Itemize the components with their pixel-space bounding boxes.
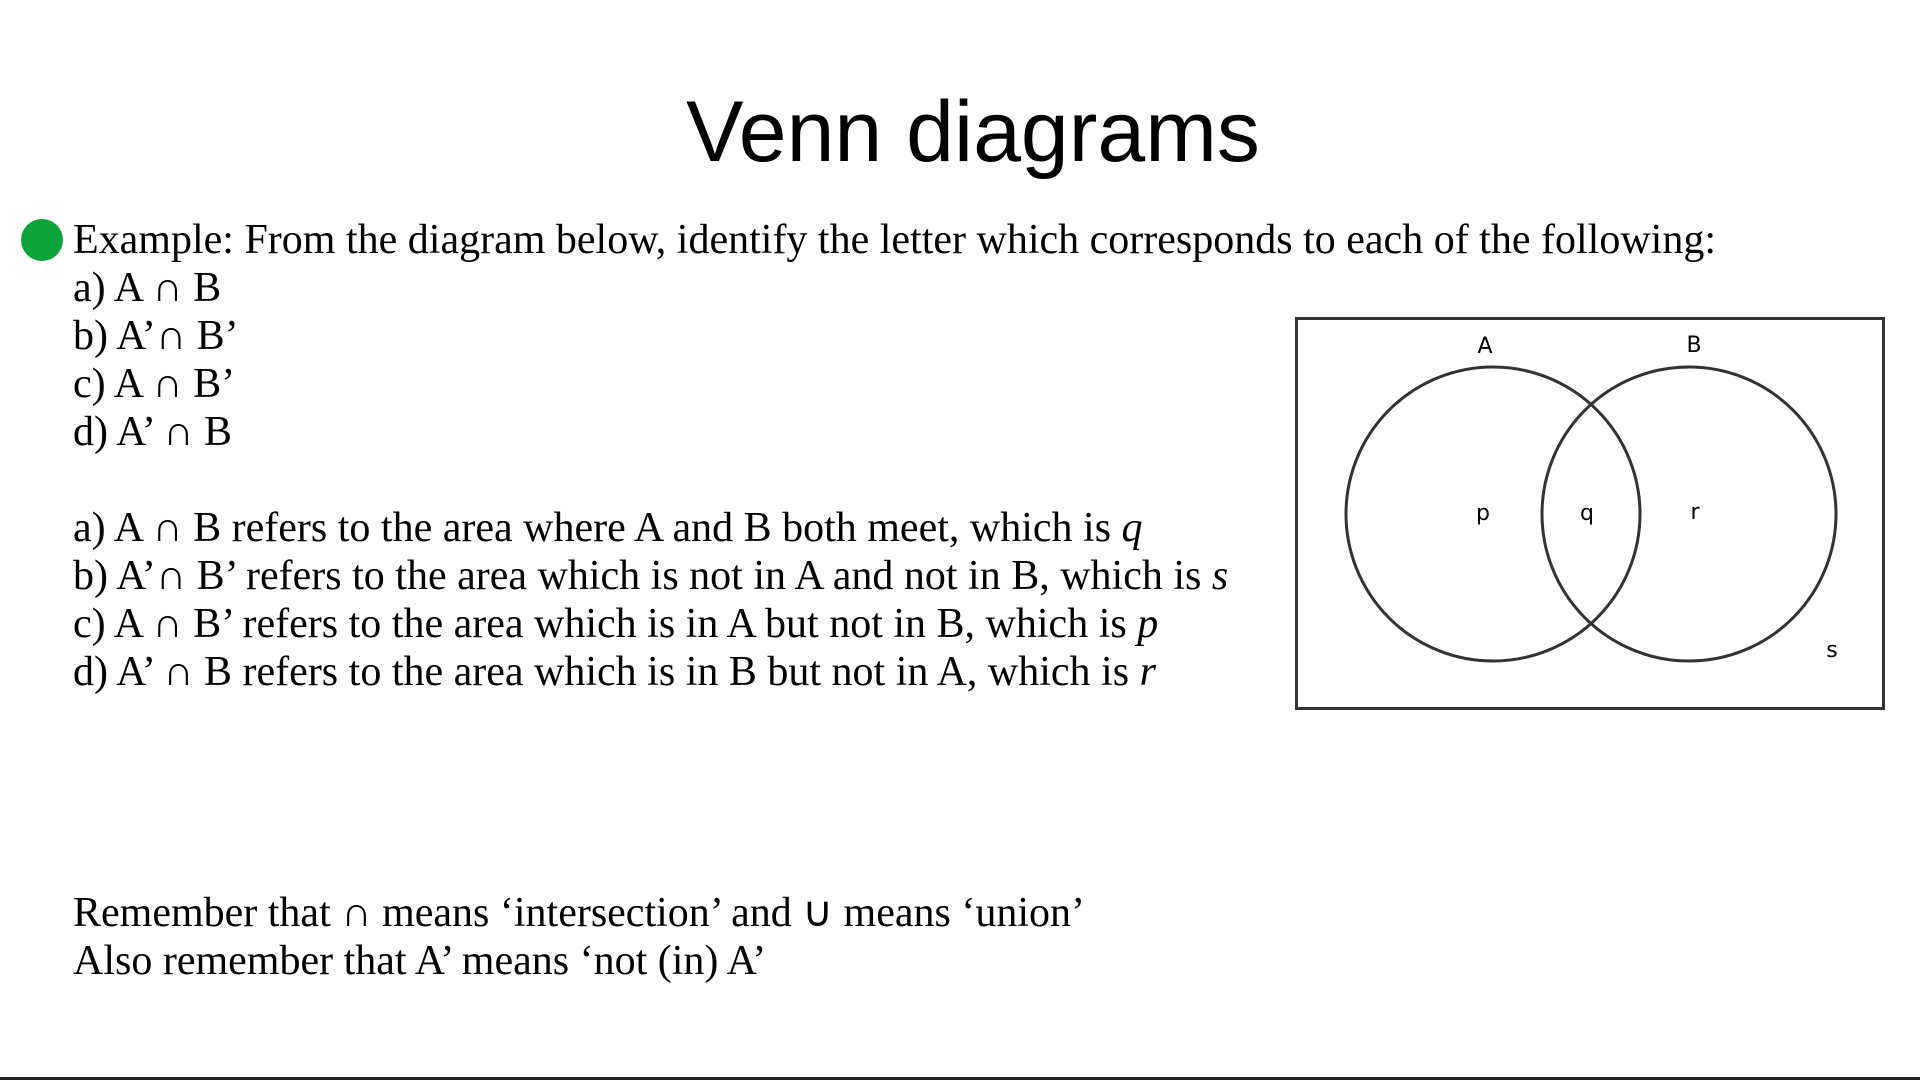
answer-c-text: c) A ∩ B’ refers to the area which is in A but not in B, which is	[73, 601, 1138, 647]
region-r-label: r	[1690, 500, 1700, 525]
intro-text: Example: From the diagram below, identify the letter which corresponds to each of the following:	[73, 217, 1716, 263]
region-q-label: q	[1580, 501, 1594, 526]
set-b-label: B	[1686, 333, 1702, 358]
slide-title: Venn diagrams	[686, 84, 1260, 180]
answer-d-text: d) A’ ∩ B refers to the area which is in B but not in A, which is	[73, 649, 1140, 695]
note-complement: Also remember that A’ means ‘not (in) A’	[73, 938, 767, 984]
answer-a-letter: q	[1121, 505, 1143, 551]
region-p-label: p	[1476, 501, 1490, 526]
question-c: c) A ∩ B’	[73, 361, 236, 407]
venn-svg	[1295, 317, 1885, 710]
question-b: b) A’∩ B’	[73, 313, 239, 359]
answer-b-letter: s	[1211, 553, 1229, 599]
answer-d-letter: r	[1139, 649, 1156, 695]
question-a: a) A ∩ B	[73, 265, 222, 311]
bullet-dot	[21, 219, 63, 261]
notes-block	[73, 889, 1085, 985]
venn-diagram	[1295, 317, 1885, 710]
set-a-label: A	[1477, 334, 1493, 359]
region-s-label: s	[1826, 638, 1838, 663]
question-d: d) A’ ∩ B	[73, 409, 233, 455]
answer-a-text: a) A ∩ B refers to the area where A and B both meet, which is	[73, 505, 1122, 551]
answer-c-letter: p	[1137, 601, 1159, 647]
answer-b-text: b) A’∩ B’ refers to the area which is not in A and not in B, which is	[73, 553, 1212, 599]
set-a-circle	[1346, 367, 1640, 661]
note-intersection-union: Remember that ∩ means ‘intersection’ and ∪ means ‘union’	[73, 890, 1085, 936]
